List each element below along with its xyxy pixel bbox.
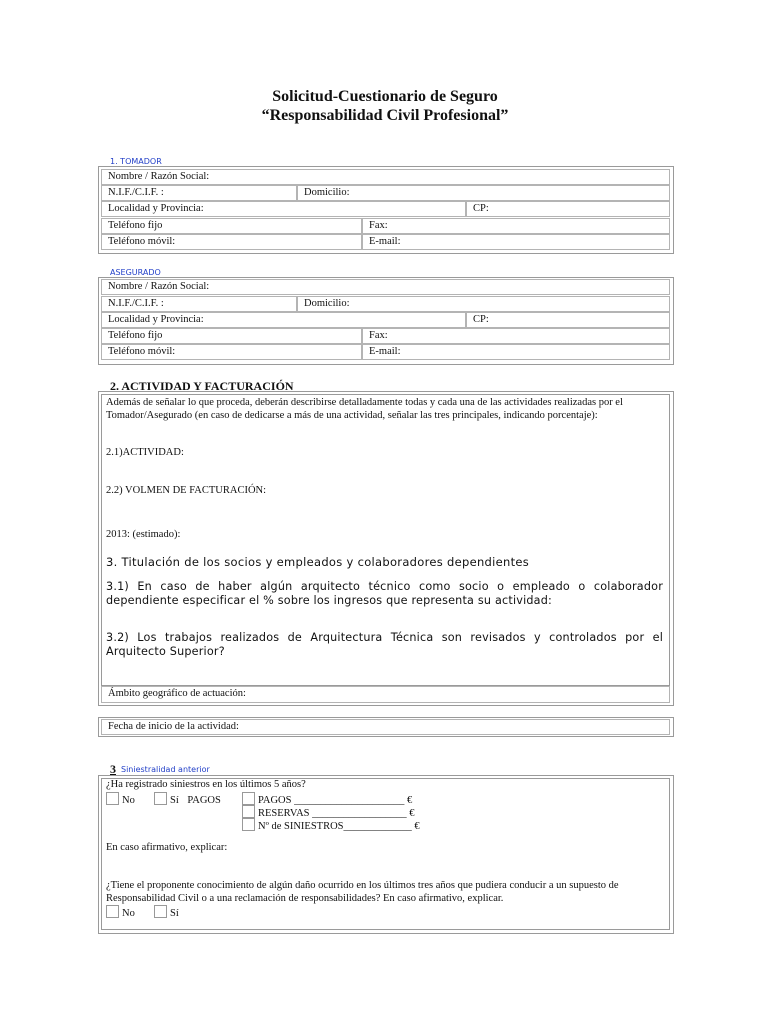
si-checkbox[interactable]: [154, 792, 167, 805]
asegurado-domicilio-field[interactable]: Domicilio:: [297, 296, 670, 312]
question-3-2: 3.2) Los trabajos realizados de Arquitectura Técnica son revisados y controlados por el Arquitecto Superior?: [106, 631, 663, 658]
no-label: No: [122, 795, 135, 806]
no-checkbox[interactable]: [106, 792, 119, 805]
reservas-label: RESERVAS __________________ €: [258, 808, 415, 819]
tomador-localidad-field[interactable]: Localidad y Provincia:: [101, 201, 466, 217]
asegurado-localidad-field[interactable]: Localidad y Provincia:: [101, 312, 466, 328]
tomador-movil-field[interactable]: Teléfono móvil:: [101, 234, 362, 250]
actividad-intro: Además de señalar lo que proceda, deberán describirse detalladamente todas y cada una de las actividades realizadas por el Tomador/Asegurado (en caso de dedicarse a más de una actividad, señalar las tres principales, indicando porcentaje):: [106, 397, 623, 421]
tomador-domicilio-field[interactable]: Domicilio:: [297, 185, 670, 201]
reservas-checkbox[interactable]: [242, 805, 255, 818]
tomador-telefono-field[interactable]: Teléfono fijo: [101, 218, 362, 234]
estimado-label[interactable]: 2013: (estimado):: [106, 529, 181, 540]
conocimiento-question: ¿Tiene el proponente conocimiento de algún daño ocurrido en los últimos tres años que pudiera conducir a un supuesto de Responsabilidad Civil o a una reclamación de responsabilidades? En caso afirmativo, explicar.: [106, 880, 619, 904]
siniestralidad-number: 3: [110, 762, 116, 776]
pagos-label: PAGOS _____________________ €: [258, 795, 413, 806]
num-siniestros-checkbox[interactable]: [242, 818, 255, 831]
actividad-label[interactable]: 2.1)ACTIVIDAD:: [106, 447, 184, 458]
tomador-email-field[interactable]: E-mail:: [362, 234, 670, 250]
asegurado-telefono-field[interactable]: Teléfono fijo: [101, 328, 362, 344]
pagos-row[interactable]: [242, 792, 412, 806]
no2-label: No: [122, 908, 135, 919]
question-3-1: 3.1) En caso de haber algún arquitecto técnico como socio o empleado o colaborador dependiente especificar el % sobre los ingresos que representa su actividad:: [106, 580, 663, 607]
asegurado-email-field[interactable]: E-mail:: [362, 344, 670, 360]
conocimiento-no-option[interactable]: [106, 905, 135, 919]
conocimiento-si-option[interactable]: [154, 905, 179, 919]
asegurado-cp-field[interactable]: CP:: [466, 312, 670, 328]
asegurado-nombre-field[interactable]: Nombre / Razón Social:: [101, 279, 670, 295]
num-siniestros-label: Nº de SINIESTROS_____________ €: [258, 821, 420, 832]
si2-label: Sí: [170, 908, 179, 919]
reservas-row[interactable]: [242, 805, 415, 819]
pagos-inline-label: PAGOS: [187, 795, 221, 806]
actividad-heading: 2. ACTIVIDAD Y FACTURACIÓN: [110, 379, 294, 393]
title-line-2: “Responsabilidad Civil Profesional”: [261, 107, 509, 124]
pagos-checkbox[interactable]: [242, 792, 255, 805]
si2-checkbox[interactable]: [154, 905, 167, 918]
asegurado-heading: ASEGURADO: [110, 268, 161, 277]
title-line-1: Solicitud-Cuestionario de Seguro: [272, 88, 498, 105]
siniestros-question: ¿Ha registrado siniestros en los últimos 5 años?: [106, 779, 306, 790]
explicar-label[interactable]: En caso afirmativo, explicar:: [106, 842, 228, 853]
asegurado-movil-field[interactable]: Teléfono móvil:: [101, 344, 362, 360]
tomador-nombre-field[interactable]: Nombre / Razón Social:: [101, 169, 670, 185]
no2-checkbox[interactable]: [106, 905, 119, 918]
si-label: Sí: [170, 795, 179, 806]
asegurado-fax-field[interactable]: Fax:: [362, 328, 670, 344]
fecha-inicio-field[interactable]: Fecha de inicio de la actividad:: [101, 719, 670, 735]
num-siniestros-row[interactable]: [242, 818, 420, 832]
tomador-cp-field[interactable]: CP:: [466, 201, 670, 217]
siniestralidad-heading: Siniestralidad anterior: [121, 765, 210, 774]
titulacion-heading: 3. Titulación de los socios y empleados y colaboradores dependientes: [106, 555, 530, 569]
tomador-fax-field[interactable]: Fax:: [362, 218, 670, 234]
siniestros-no-option[interactable]: [106, 792, 135, 806]
ambito-field[interactable]: Ámbito geográfico de actuación:: [101, 686, 670, 703]
asegurado-nif-field[interactable]: N.I.F./C.I.F. :: [101, 296, 297, 312]
tomador-heading: 1. TOMADOR: [110, 157, 162, 166]
volumen-label[interactable]: 2.2) VOLMEN DE FACTURACIÓN:: [106, 485, 267, 496]
tomador-nif-field[interactable]: N.I.F./C.I.F. :: [101, 185, 297, 201]
siniestros-si-option[interactable]: [154, 792, 221, 806]
